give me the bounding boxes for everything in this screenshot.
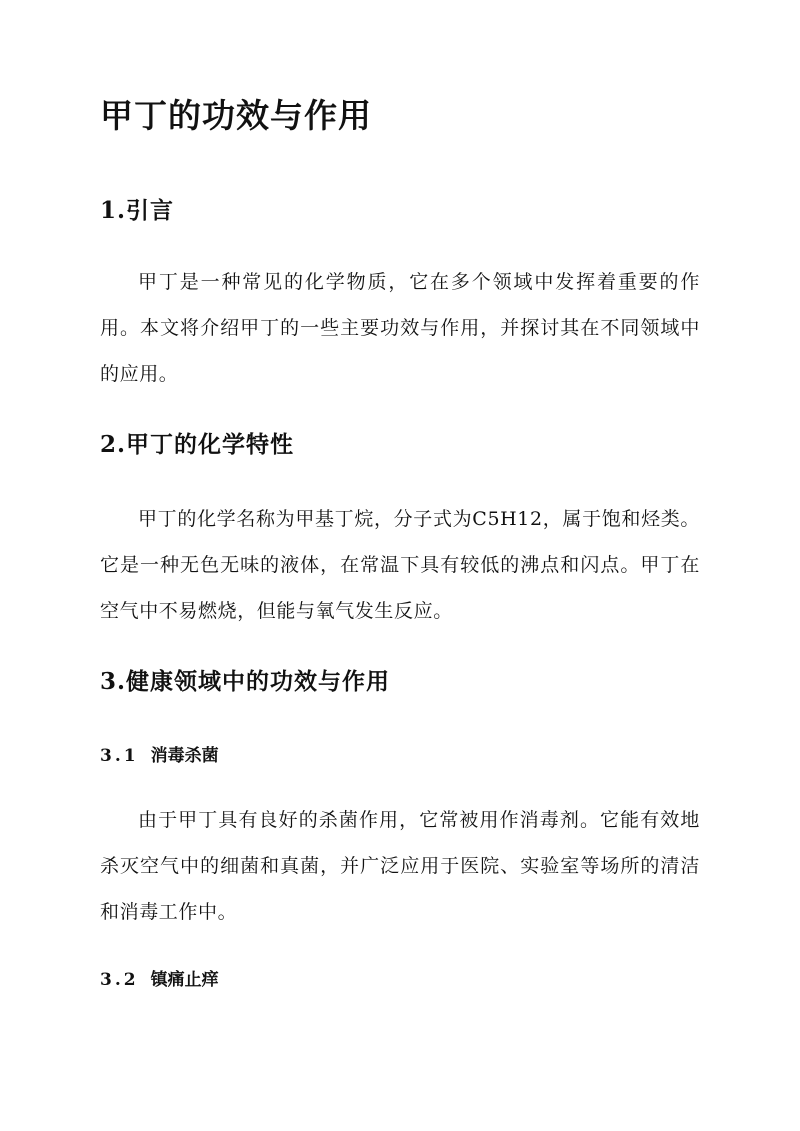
subsection-paragraph-disinfection: 由于甲丁具有良好的杀菌作用，它常被用作消毒剂。它能有效地杀灭空气中的细菌和真菌，并广泛应用于医院、实验室等场所的清洁和消毒工作中。 xyxy=(100,809,700,923)
subsection-heading-disinfection xyxy=(100,743,219,769)
section-paragraph-introduction: 甲丁是一种常见的化学物质，它在多个领域中发挥着重要的作用。本文将介绍甲丁的一些主要功效与作用，并探讨其在不同领域中的应用。 xyxy=(100,271,700,385)
subsection-title: 镇痛止痒 xyxy=(150,970,219,990)
document-title: 甲丁的功效与作用 xyxy=(100,96,372,135)
subsection-heading-pain-itch-relief xyxy=(100,967,219,993)
section-heading-chemical-properties: 2.甲丁的化学特性 xyxy=(100,431,295,458)
section-paragraph-chemical-properties: 甲丁的化学名称为甲基丁烷，分子式为C5H12，属于饱和烃类。它是一种无色无味的液体，在常温下具有较低的沸点和闪点。甲丁在空气中不易燃烧，但能与氧气发生反应。 xyxy=(100,508,700,622)
subsection-number: 3.1 xyxy=(100,746,139,766)
subsection-number: 3.2 xyxy=(100,970,139,990)
section-heading-health-effects: 3.健康领域中的功效与作用 xyxy=(100,668,391,695)
subsection-title: 消毒杀菌 xyxy=(150,746,219,766)
section-heading-introduction: 1.引言 xyxy=(100,197,175,224)
